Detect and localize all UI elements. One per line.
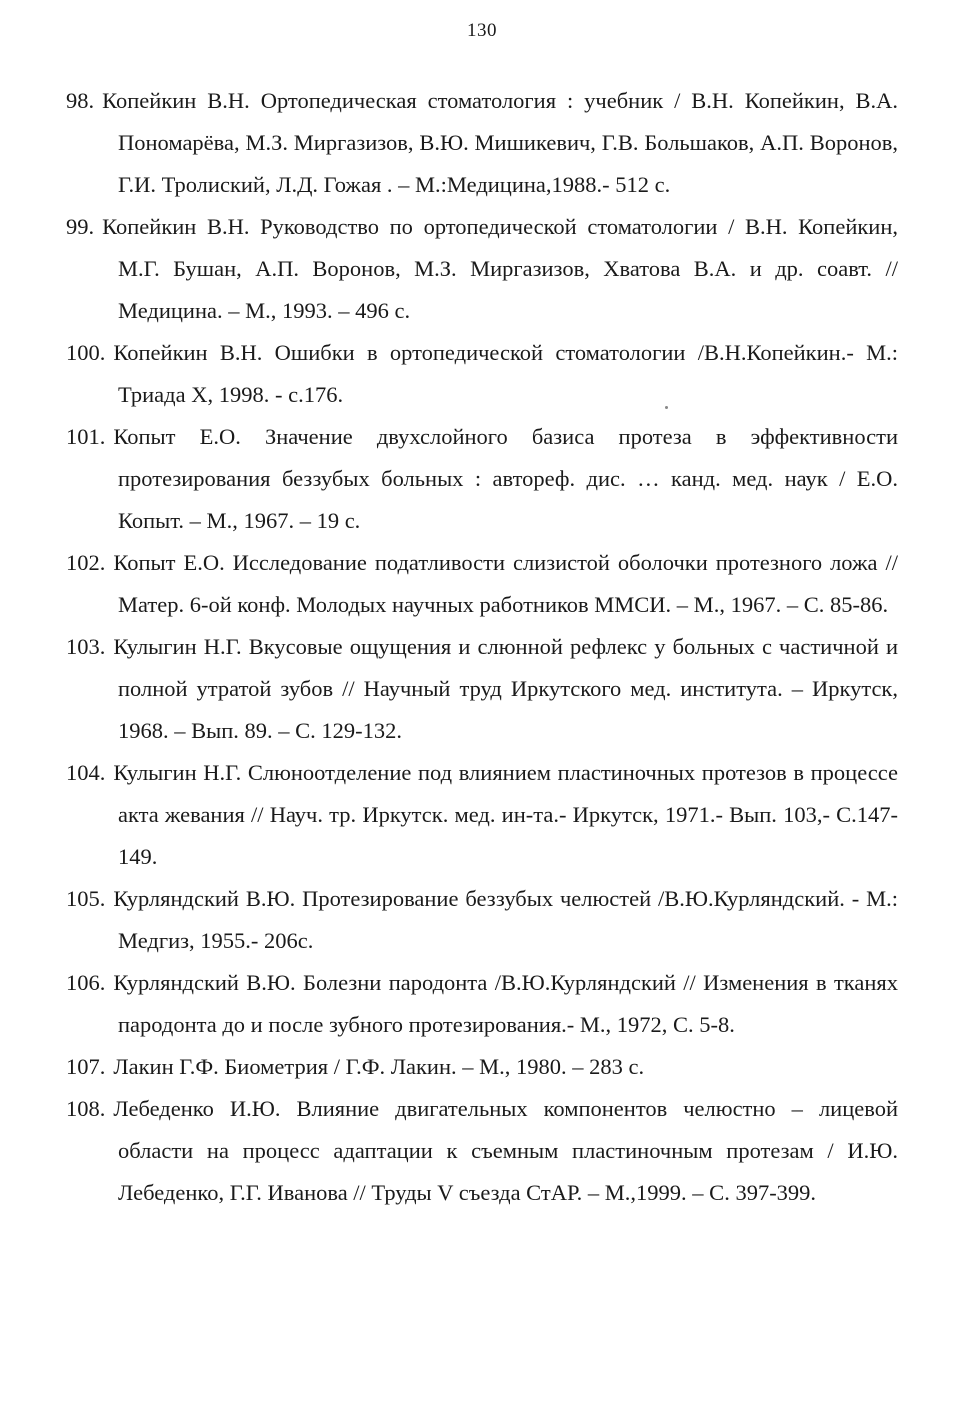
reference-number: 107. xyxy=(66,1054,106,1079)
reference-list xyxy=(66,80,898,1214)
reference-item xyxy=(66,206,898,332)
reference-number: 101. xyxy=(66,424,106,449)
reference-item xyxy=(66,878,898,962)
reference-item xyxy=(66,80,898,206)
reference-number: 106. xyxy=(66,970,106,995)
reference-number: 98. xyxy=(66,88,95,113)
reference-number: 100. xyxy=(66,340,106,365)
reference-text: Копейкин В.Н. Руководство по ортопедической стоматологии / В.Н. Копейкин, М.Г. Бушан, А.П. Воронов, М.З. Миргазизов, Хватова В.А. и др. соавт. // Медицина. – М., 1993. – 496 с. xyxy=(102,214,898,323)
scan-speck xyxy=(665,406,668,409)
reference-text: Копейкин В.Н. Ошибки в ортопедической стоматологии /В.Н.Копейкин.- М.: Триада Х, 1998. - с.176. xyxy=(113,340,898,407)
reference-item xyxy=(66,416,898,542)
reference-text: Кулыгин Н.Г. Вкусовые ощущения и слюнной рефлекс у больных с частичной и полной утратой зубов // Научный труд Иркутского мед. института. – Иркутск, 1968. – Вып. 89. – С. 129-132. xyxy=(113,634,898,743)
page-number: 130 xyxy=(467,20,497,41)
reference-text: Копыт Е.О. Исследование податливости слизистой оболочки протезного ложа // Матер. 6-ой конф. Молодых научных работников ММСИ. – М., 1967. – С. 85-86. xyxy=(113,550,898,617)
reference-item xyxy=(66,1088,898,1214)
reference-text: Копейкин В.Н. Ортопедическая стоматология : учебник / В.Н. Копейкин, В.А. Пономарёва, М.З. Миргазизов, В.Ю. Мишикевич, Г.В. Большаков, А.П. Воронов, Г.И. Тролиский, Л.Д. Гожая . – М.:Медицина,1988.- 512 с. xyxy=(102,88,898,197)
reference-number: 102. xyxy=(66,550,106,575)
reference-text: Курляндский В.Ю. Болезни пародонта /В.Ю.Курляндский // Изменения в тканях пародонта до и после зубного протезирования.- М., 1972, С. 5-8. xyxy=(113,970,898,1037)
reference-item xyxy=(66,962,898,1046)
reference-item xyxy=(66,332,898,416)
reference-text: Лакин Г.Ф. Биометрия / Г.Ф. Лакин. – М., 1980. – 283 с. xyxy=(113,1054,645,1079)
reference-text: Копыт Е.О. Значение двухслойного базиса протеза в эффективности протезирования беззубых больных : автореф. дис. … канд. мед. наук / Е.О. Копыт. – М., 1967. – 19 с. xyxy=(113,424,898,533)
reference-text: Лебеденко И.Ю. Влияние двигательных компонентов челюстно – лицевой области на процесс адаптации к съемным пластиночным протезам / И.Ю. Лебеденко, Г.Г. Иванова // Труды V съезда СтАР. – М.,1999. – С. 397-399. xyxy=(113,1096,898,1205)
reference-text: Курляндский В.Ю. Протезирование беззубых челюстей /В.Ю.Курляндский. - М.: Медгиз, 1955.- 206с. xyxy=(113,886,898,953)
reference-number: 103. xyxy=(66,634,106,659)
reference-item xyxy=(66,542,898,626)
reference-number: 104. xyxy=(66,760,106,785)
reference-item xyxy=(66,752,898,878)
reference-number: 108. xyxy=(66,1096,106,1121)
reference-text: Кулыгин Н.Г. Слюноотделение под влиянием пластиночных протезов в процессе акта жевания // Науч. тр. Иркутск. мед. ин-та.- Иркутск, 1971.- Вып. 103,- С.147-149. xyxy=(113,760,898,869)
reference-number: 99. xyxy=(66,214,95,239)
reference-number: 105. xyxy=(66,886,106,911)
reference-item xyxy=(66,626,898,752)
reference-item xyxy=(66,1046,898,1088)
